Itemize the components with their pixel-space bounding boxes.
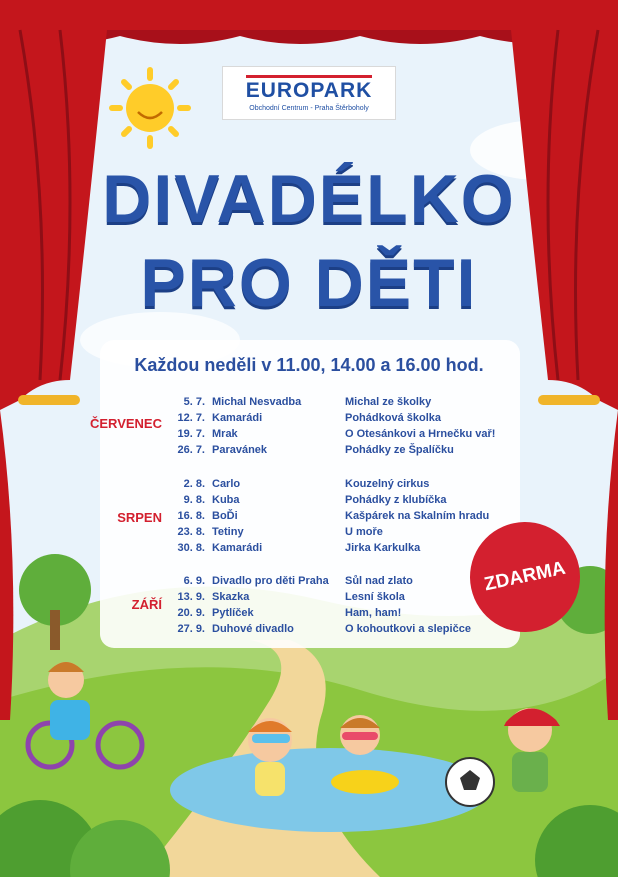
event-performer: Michal Nesvadba bbox=[212, 396, 302, 408]
event-performer: Paravánek bbox=[212, 444, 268, 456]
event-show: U moře bbox=[345, 526, 383, 538]
month-label: SRPEN bbox=[117, 510, 162, 525]
event-show: Ham, ham! bbox=[345, 607, 402, 619]
free-badge: ZDARMA bbox=[460, 512, 590, 642]
event-show: Jirka Karkulka bbox=[345, 542, 421, 554]
event-date: 13. 9. bbox=[177, 591, 205, 603]
title-line-2: PRO DĚTI bbox=[140, 245, 478, 321]
event-performer: Divadlo pro děti Praha bbox=[212, 575, 329, 587]
event-row bbox=[150, 575, 510, 591]
event-show: O Otesánkovi a Hrnečku vař! bbox=[345, 428, 496, 440]
event-row bbox=[150, 623, 510, 639]
event-show: Kouzelný cirkus bbox=[345, 478, 430, 490]
event-performer: Kuba bbox=[212, 494, 240, 506]
event-row bbox=[150, 444, 510, 460]
event-row bbox=[150, 607, 510, 623]
event-date: 2. 8. bbox=[183, 478, 205, 490]
event-date: 23. 8. bbox=[177, 526, 205, 538]
event-performer: Mrak bbox=[212, 428, 238, 440]
event-show: O kohoutkovi a slepičce bbox=[345, 623, 471, 635]
event-show: Lesní škola bbox=[345, 591, 405, 603]
month-label: ZÁŘÍ bbox=[131, 597, 162, 612]
event-date: 9. 8. bbox=[183, 494, 205, 506]
event-date: 20. 9. bbox=[177, 607, 205, 619]
event-performer: Kamarádi bbox=[212, 412, 263, 424]
event-row bbox=[150, 526, 510, 542]
event-performer: Kamarádi bbox=[212, 542, 263, 554]
event-date: 16. 8. bbox=[177, 510, 205, 522]
event-performer: Tetiny bbox=[212, 526, 244, 538]
event-show: Michal ze školky bbox=[345, 396, 432, 408]
event-row bbox=[150, 412, 510, 428]
event-row bbox=[150, 396, 510, 412]
schedule-time: Každou neděli v 11.00, 14.00 a 16.00 hod. bbox=[134, 355, 484, 375]
month-label: ČERVENEC bbox=[89, 416, 162, 431]
event-show: Sůl nad zlato bbox=[345, 575, 413, 587]
event-performer: Carlo bbox=[212, 478, 241, 490]
event-row bbox=[150, 591, 510, 607]
event-show: Pohádková školka bbox=[345, 412, 441, 424]
europark-logo bbox=[222, 66, 396, 120]
event-date: 27. 9. bbox=[177, 623, 205, 635]
event-performer: Skazka bbox=[212, 591, 250, 603]
event-show: Kašpárek na Skalním hradu bbox=[345, 510, 490, 522]
event-performer: Pytlíček bbox=[212, 607, 254, 619]
event-date: 26. 7. bbox=[177, 444, 205, 456]
event-performer: Duhové divadlo bbox=[212, 623, 294, 635]
event-row bbox=[150, 428, 510, 444]
event-date: 12. 7. bbox=[177, 412, 205, 424]
event-show: Pohádky z klubíčka bbox=[345, 494, 447, 506]
event-date: 6. 9. bbox=[183, 575, 205, 587]
logo-text: EUROPARK bbox=[246, 75, 373, 103]
event-date: 30. 8. bbox=[177, 542, 205, 554]
event-row bbox=[150, 494, 510, 510]
title-line-1: DIVADÉLKO bbox=[102, 161, 516, 237]
event-performer: BoĎi bbox=[212, 510, 238, 522]
event-show: Pohádky ze Špalíčku bbox=[345, 444, 454, 456]
event-row bbox=[150, 542, 510, 558]
logo-subtitle: Obchodní Centrum - Praha Štěrboholy bbox=[249, 105, 369, 112]
event-row bbox=[150, 478, 510, 494]
event-date: 5. 7. bbox=[183, 396, 205, 408]
event-date: 19. 7. bbox=[177, 428, 205, 440]
event-row bbox=[150, 510, 510, 526]
